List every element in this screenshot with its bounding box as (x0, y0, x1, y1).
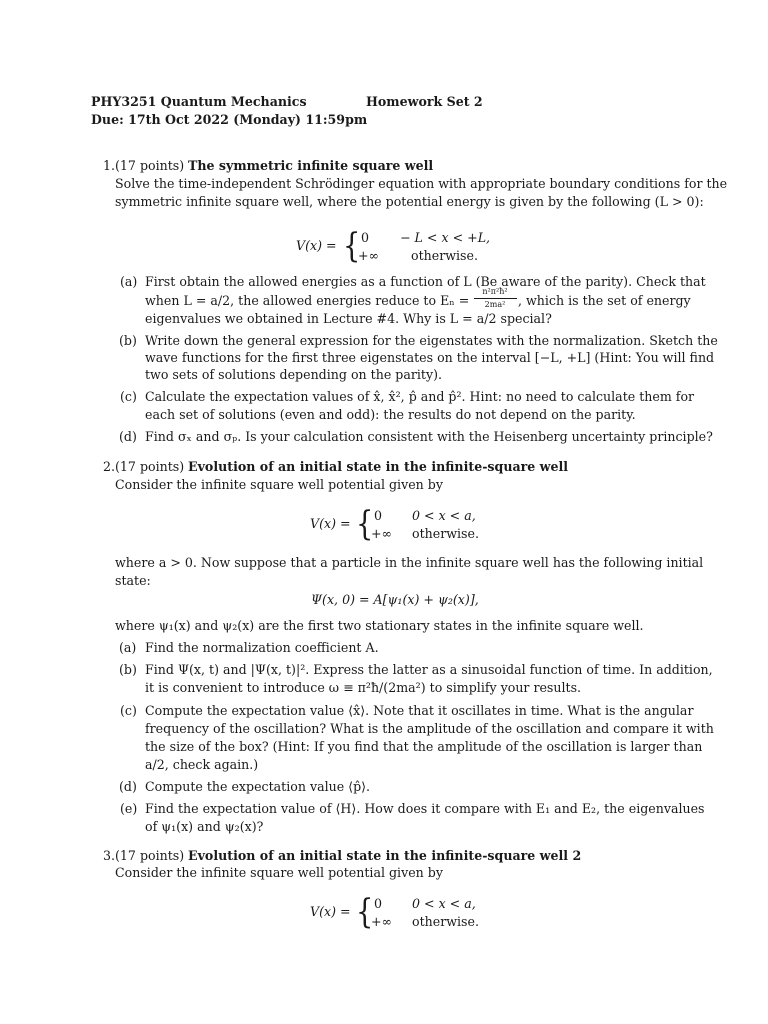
case-condition: otherwise. (412, 914, 479, 929)
problem-number: 1. (102, 158, 115, 173)
paragraph-line: where a > 0. Now suppose that a particle in the infinite square well has the following initial (115, 555, 704, 570)
part-line: Compute the expectation value ⟨p̂⟩. (145, 779, 371, 794)
paragraph-line: state: (115, 573, 151, 588)
case-value: 0 (374, 508, 383, 523)
part-label: (e) (120, 801, 138, 816)
case-value: +∞ (358, 248, 380, 263)
part-line: Compute the expectation value ⟨x̂⟩. Note that it oscillates in time. What is the angular (145, 703, 694, 718)
problem-number: 2. (102, 459, 115, 474)
part-label: (c) (120, 703, 137, 718)
case-condition: − L < x < +L, (400, 230, 491, 245)
left-brace: { (343, 226, 361, 266)
part-line: each set of solutions (even and odd): the results do not depend on the parity. (145, 407, 636, 422)
part-line: wave functions for the first three eigenstates on the interval [−L, +L] (Hint: You will find (145, 350, 715, 365)
problem-points: (17 points) (115, 459, 185, 474)
case-condition: otherwise. (412, 526, 479, 541)
part-line: , which is the set of energy (518, 293, 691, 308)
case-condition: 0 < x < a, (412, 896, 476, 911)
case-value: 0 (374, 896, 383, 911)
part-line: Find the normalization coefficient A. (145, 640, 379, 655)
part-line: it is convenient to introduce ω ≡ π²ħ/(2ma²) to simplify your results. (145, 680, 582, 695)
energy-fraction-denominator: 2ma² (484, 300, 506, 309)
part-line: when L = a/2, the allowed energies reduce to Eₙ = (145, 293, 470, 308)
equation-lhs: V(x) = (310, 516, 351, 531)
part-line: a/2, check again.) (145, 757, 259, 772)
problem-title: Evolution of an initial state in the infinite-square well (188, 459, 569, 474)
left-brace: { (356, 892, 374, 932)
part-label: (a) (120, 274, 138, 289)
part-line: frequency of the oscillation? What is the amplitude of the oscillation and compare it with (145, 721, 714, 736)
problem-intro-line: Solve the time-independent Schrödinger equation with appropriate boundary conditions for the (115, 176, 728, 191)
energy-fraction-numerator: n²π²ħ² (482, 287, 508, 296)
equation-lhs: V(x) = (310, 904, 351, 919)
case-condition: 0 < x < a, (412, 508, 476, 523)
part-line: Find σₓ and σₚ. Is your calculation consistent with the Heisenberg uncertainty principle? (145, 429, 713, 444)
case-value: +∞ (371, 914, 393, 929)
case-condition: otherwise. (411, 248, 478, 263)
part-label: (d) (119, 779, 137, 794)
part-label: (c) (120, 389, 137, 404)
part-label: (a) (119, 640, 137, 655)
left-brace: { (356, 504, 374, 544)
part-label: (b) (119, 333, 137, 348)
problem-title: The symmetric infinite square well (188, 158, 434, 173)
problem-intro-line: Consider the infinite square well potential given by (115, 477, 443, 492)
problem-intro-line: symmetric infinite square well, where the potential energy is given by the following (L > 0): (115, 194, 704, 209)
case-value: +∞ (371, 526, 393, 541)
problem-points: (17 points) (115, 158, 185, 173)
part-line: two sets of solutions depending on the parity). (145, 367, 442, 382)
case-value: 0 (361, 230, 370, 245)
problem-points: (17 points) (115, 848, 185, 863)
course-title: PHY3251 Quantum Mechanics (91, 94, 307, 109)
part-line: the size of the box? (Hint: If you find that the amplitude of the oscillation is larger than (145, 739, 703, 754)
part-label: (d) (119, 429, 137, 444)
due-date: Due: 17th Oct 2022 (Monday) 11:59pm (91, 112, 368, 127)
initial-state-equation: Ψ(x, 0) = A[ψ₁(x) + ψ₂(x)], (311, 592, 479, 607)
equation-lhs: V(x) = (296, 238, 337, 253)
part-line: Find the expectation value of ⟨H⟩. How does it compare with E₁ and E₂, the eigenvalues (145, 801, 705, 816)
part-line: eigenvalues we obtained in Lecture #4. Why is L = a/2 special? (145, 311, 552, 326)
part-line: of ψ₁(x) and ψ₂(x)? (145, 819, 264, 834)
part-line: Write down the general expression for the eigenstates with the normalization. Sketch the (145, 333, 718, 348)
part-line: First obtain the allowed energies as a function of L (Be aware of the parity). Check that (145, 274, 706, 289)
part-line: Find Ψ(x, t) and |Ψ(x, t)|². Express the latter as a sinusoidal function of time. In addition, (145, 662, 713, 677)
fraction-bar (474, 298, 517, 299)
problem-title: Evolution of an initial state in the infinite-square well 2 (188, 848, 582, 863)
homework-set-title: Homework Set 2 (366, 94, 483, 109)
part-line: Calculate the expectation values of x̂, x̂², p̂ and p̂². Hint: no need to calculate them for (145, 389, 695, 404)
problem-intro-line: Consider the infinite square well potential given by (115, 865, 443, 880)
problem-number: 3. (102, 848, 115, 863)
paragraph-line: where ψ₁(x) and ψ₂(x) are the first two stationary states in the infinite square well. (115, 618, 644, 633)
part-label: (b) (119, 662, 137, 677)
